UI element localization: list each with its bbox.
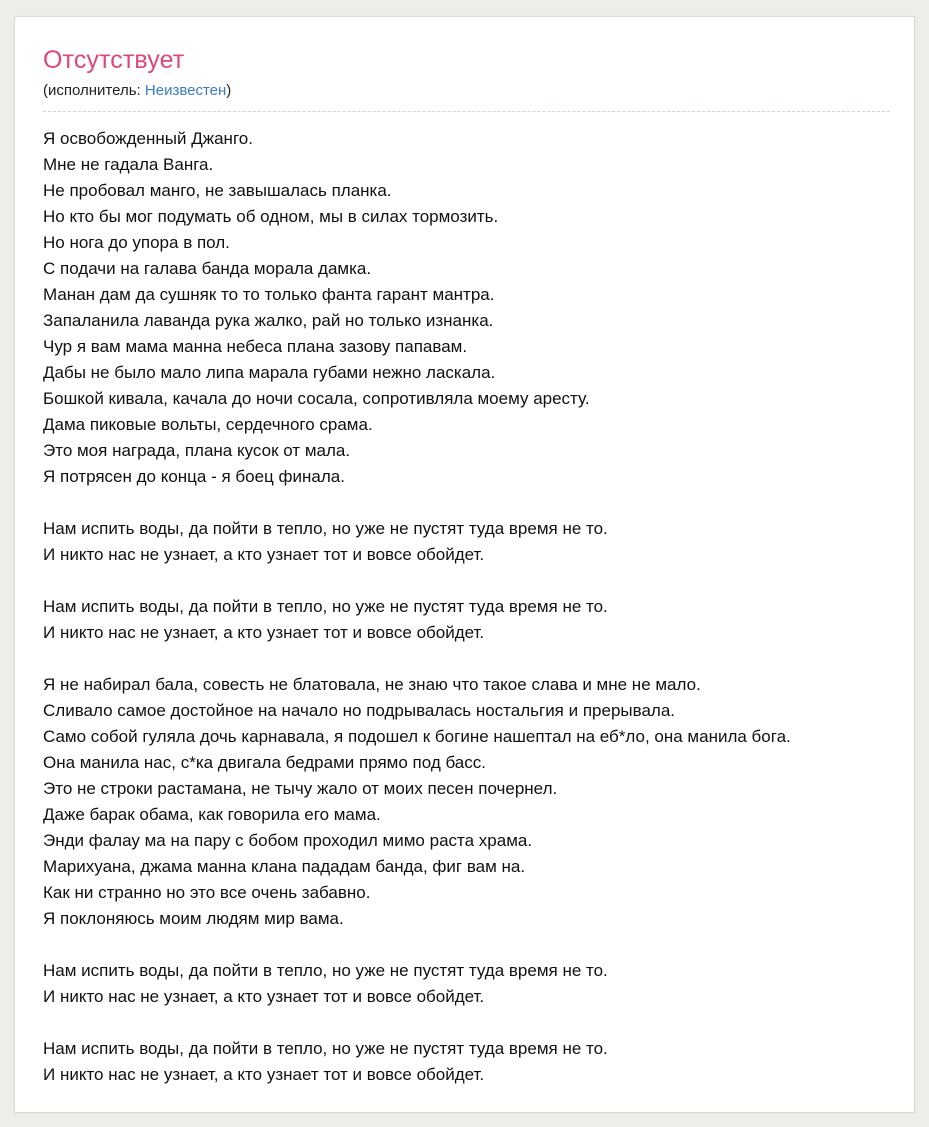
- lyrics-line: Запаланила лаванда рука жалко, рай но только изнанка.: [43, 311, 494, 330]
- lyrics-line: Я не набирал бала, совесть не блатовала, не знаю что такое слава и мне не мало.: [43, 675, 701, 694]
- lyrics-sheet: [14, 16, 915, 1113]
- lyrics-line: Я освобожденный Джанго.: [43, 129, 253, 148]
- lyrics-line: Но кто бы мог подумать об одном, мы в силах тормозить.: [43, 207, 499, 226]
- lyrics-line: Но нога до упора в пол.: [43, 233, 230, 252]
- lyrics-line: Я поклоняюсь моим людям мир вама.: [43, 909, 344, 928]
- lyrics-verse: [43, 672, 890, 932]
- lyrics-line: Это не строки растамана, не тычу жало от моих песен почернел.: [43, 779, 558, 798]
- lyrics-body: [43, 126, 890, 1088]
- lyrics-verse: [43, 1036, 890, 1088]
- lyrics-line: Нам испить воды, да пойти в тепло, но уже не пустят туда время не то.: [43, 961, 608, 980]
- lyrics-line: И никто нас не узнает, а кто узнает тот и вовсе обойдет.: [43, 545, 485, 564]
- lyrics-line: Бошкой кивала, качала до ночи сосала, сопротивляла моему аресту.: [43, 389, 590, 408]
- lyrics-line: Мне не гадала Ванга.: [43, 155, 214, 174]
- lyrics-line: Нам испить воды, да пойти в тепло, но уже не пустят туда время не то.: [43, 519, 608, 538]
- lyrics-line: Чур я вам мама манна небеса плана зазову папавам.: [43, 337, 468, 356]
- lyrics-line: Само собой гуляла дочь карнавала, я подошел к богине нашептал на еб*ло, она манила бога.: [43, 727, 791, 746]
- lyrics-line: Нам испить воды, да пойти в тепло, но уже не пустят туда время не то.: [43, 597, 608, 616]
- lyrics-line: Дабы не было мало липа марала губами нежно ласкала.: [43, 363, 496, 382]
- lyrics-line: Нам испить воды, да пойти в тепло, но уже не пустят туда время не то.: [43, 1039, 608, 1058]
- artist-link[interactable]: Неизвестен: [144, 82, 227, 99]
- lyrics-line: Она манила нас, с*ка двигала бедрами прямо под басс.: [43, 753, 486, 772]
- lyrics-line: Как ни странно но это все очень забавно.: [43, 883, 371, 902]
- lyrics-line: Манан дам да сушняк то то только фанта гарант мантра.: [43, 285, 495, 304]
- lyrics-line: Дама пиковые вольты, сердечного срама.: [43, 415, 373, 434]
- lyrics-verse: [43, 126, 890, 490]
- lyrics-line: Сливало самое достойное на начало но подрывалась ностальгия и прерывала.: [43, 701, 676, 720]
- lyrics-line: С подачи на галава банда морала дамка.: [43, 259, 372, 278]
- lyrics-line: Это моя награда, плана кусок от мала.: [43, 441, 351, 460]
- artist-prefix-label: (исполнитель:: [43, 82, 141, 99]
- lyrics-verse: [43, 516, 890, 568]
- lyrics-line: Марихуана, джама манна клана пададам банда, фиг вам на.: [43, 857, 526, 876]
- lyrics-line: Энди фалау ма на пару с бобом проходил мимо раста храма.: [43, 831, 533, 850]
- lyrics-verse: [43, 594, 890, 646]
- lyrics-line: Я потрясен до конца - я боец финала.: [43, 467, 345, 486]
- artist-line: [43, 81, 890, 112]
- lyrics-line: Даже барак обама, как говорила его мама.: [43, 805, 381, 824]
- lyrics-line: Не пробовал манго, не завышалась планка.: [43, 181, 392, 200]
- page-title: Отсутствует: [43, 46, 185, 74]
- lyrics-line: И никто нас не узнает, а кто узнает тот и вовсе обойдет.: [43, 623, 485, 642]
- lyrics-line: И никто нас не узнает, а кто узнает тот и вовсе обойдет.: [43, 1065, 485, 1084]
- lyrics-verse: [43, 958, 890, 1010]
- lyrics-line: И никто нас не узнает, а кто узнает тот и вовсе обойдет.: [43, 987, 485, 1006]
- artist-suffix-label: ): [226, 82, 232, 99]
